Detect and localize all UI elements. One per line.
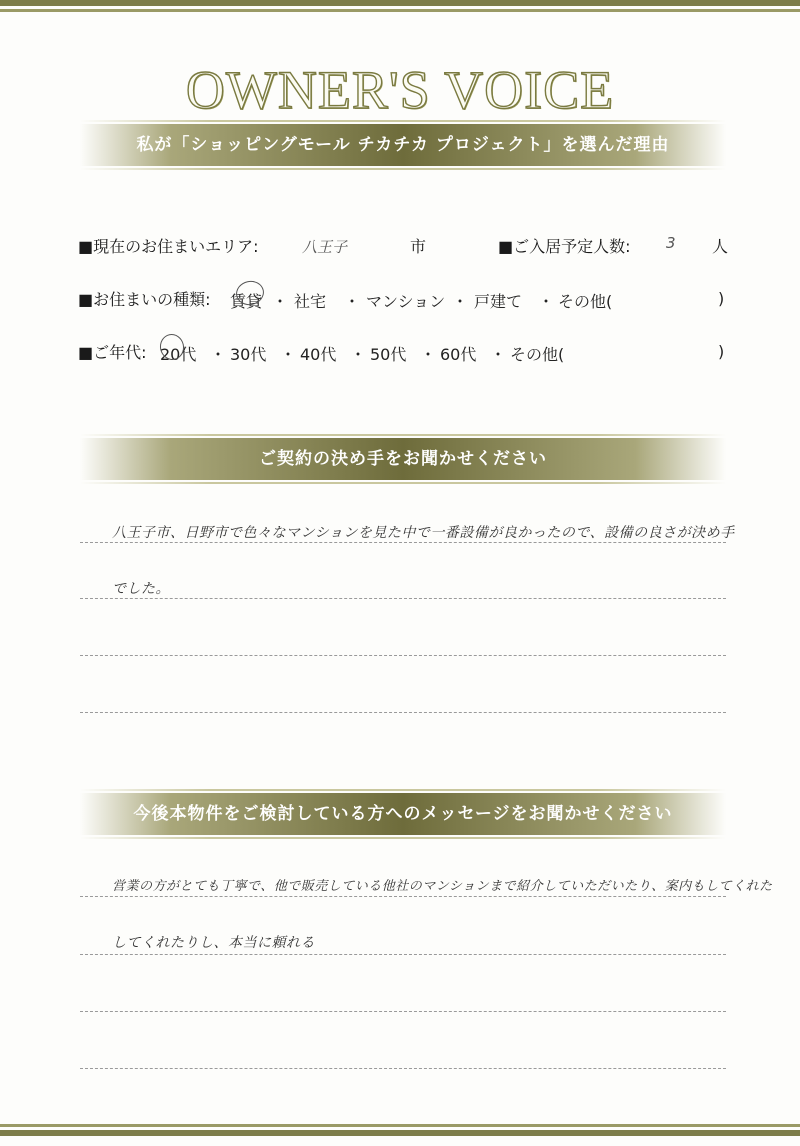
section-banner-decision: ご契約の決め手をお聞かせください <box>80 438 726 480</box>
separator: ・ <box>490 345 507 364</box>
age-option-30s: 30代 <box>230 345 267 364</box>
top-border-stripe <box>0 0 800 12</box>
section-banner-reason: 私が「ショッピングモール チカチカ プロジェクト」を選んだ理由 <box>80 124 726 166</box>
separator: ・ <box>420 345 437 364</box>
age-option-other: その他( <box>510 345 565 364</box>
age-option-20s: 20代 <box>160 345 197 364</box>
housing-label: ■お住まいの種類: <box>78 290 211 309</box>
age-label: ■ご年代: <box>78 343 147 362</box>
housing-option-other: その他( <box>558 292 613 311</box>
separator: ・ <box>344 292 361 311</box>
area-handwritten-value: 八王子 <box>302 238 348 256</box>
housing-option-rental: 賃貸 <box>230 292 263 311</box>
people-unit: 人 <box>712 237 729 256</box>
answer-rule-line <box>80 712 726 713</box>
page-title: OWNER'S VOICE <box>185 60 615 120</box>
answer-rule-line <box>80 598 726 599</box>
housing-other-close: ) <box>718 289 725 308</box>
age-option-50s: 50代 <box>370 345 407 364</box>
answer-rule-line <box>80 655 726 656</box>
separator: ・ <box>280 345 297 364</box>
message-answer-line-1: 営業の方がとても丁寧で、他で販売している他社のマンションまで紹介していただいたり、案内もしてくれた <box>112 879 773 894</box>
separator: ・ <box>452 292 469 311</box>
separator: ・ <box>350 345 367 364</box>
separator: ・ <box>210 345 227 364</box>
housing-option-company: 社宅 <box>294 292 327 311</box>
answer-rule-line <box>80 954 726 955</box>
bottom-border-stripe <box>0 1124 800 1136</box>
message-answer-line-2: してくれたりし、本当に頼れる <box>112 935 315 951</box>
age-other-close: ) <box>718 342 725 361</box>
decision-answer-line-1: 八王子市、日野市で色々なマンションを見た中で一番設備が良かったので、設備の良さが決め手 <box>112 525 735 541</box>
age-option-60s: 60代 <box>440 345 477 364</box>
separator: ・ <box>272 292 289 311</box>
section-banner-message: 今後本物件をご検討している方へのメッセージをお聞かせください <box>80 793 726 835</box>
answer-rule-line <box>80 542 726 543</box>
answer-rule-line <box>80 1011 726 1012</box>
housing-option-house: 戸建て <box>474 292 523 311</box>
people-label: ■ご入居予定人数: <box>498 237 631 256</box>
decision-answer-line-2: でした。 <box>112 581 170 597</box>
people-handwritten-value: 3 <box>666 234 676 252</box>
separator: ・ <box>538 292 555 311</box>
age-option-40s: 40代 <box>300 345 337 364</box>
area-unit: 市 <box>410 237 427 256</box>
housing-option-mansion: マンション <box>366 292 446 311</box>
answer-rule-line <box>80 896 726 897</box>
area-label: ■現在のお住まいエリア: <box>78 237 259 256</box>
answer-rule-line <box>80 1068 726 1069</box>
